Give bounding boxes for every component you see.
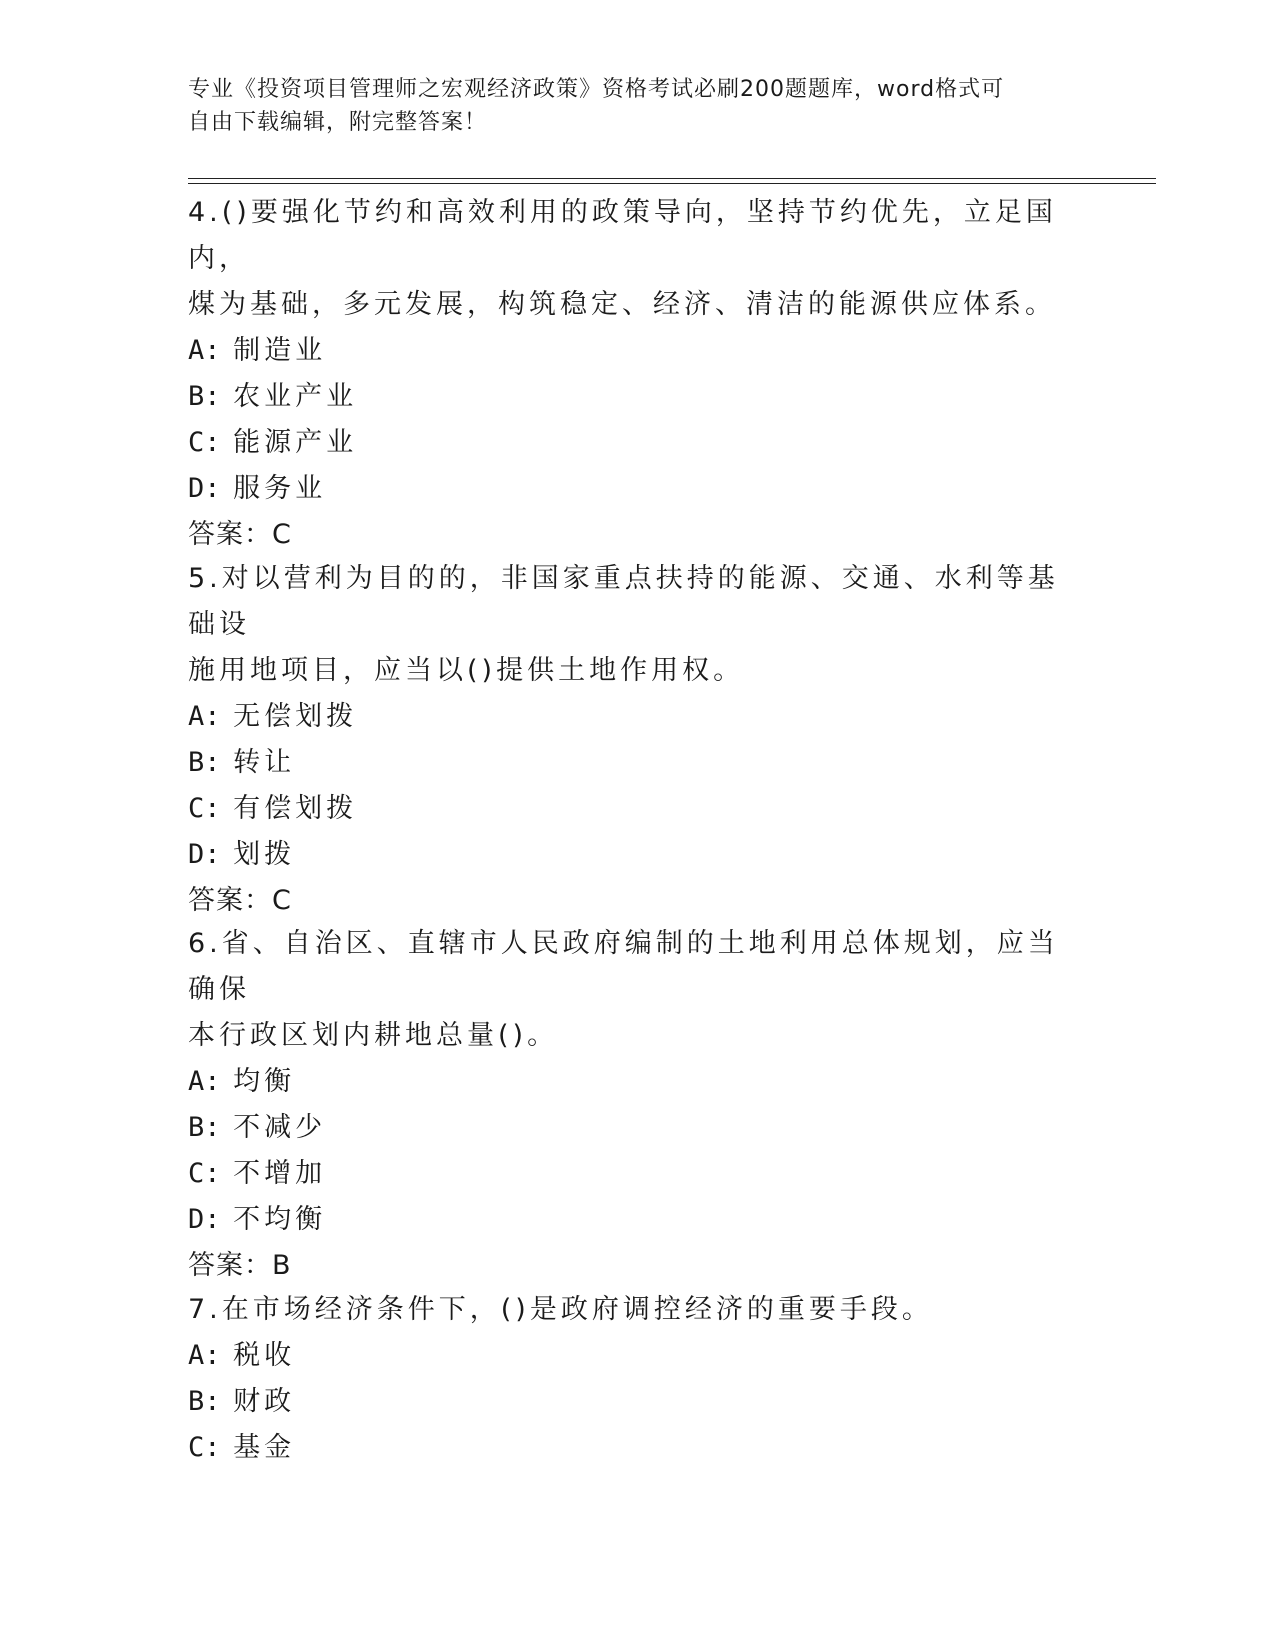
option-d: D: 划拨: [188, 839, 296, 870]
answer-line: 答案：B: [188, 1250, 292, 1281]
header-line-2: 自由下载编辑，附完整答案！: [188, 110, 488, 135]
question-stem: 6.省、自治区、直辖市人民政府编制的土地利用总体规划，应当确保: [188, 928, 1059, 1005]
option-b: B: 农业产业: [188, 381, 358, 412]
question-block: [188, 1287, 1088, 1471]
option-c: C: 基金: [188, 1432, 296, 1463]
option-b: B: 不减少: [188, 1112, 327, 1143]
question-stem: 本行政区划内耕地总量()。: [188, 1020, 559, 1051]
question-block: [188, 190, 1088, 558]
divider-line: [188, 178, 1156, 179]
option-c: C: 有偿划拨: [188, 793, 358, 824]
question-stem: 煤为基础，多元发展，构筑稳定、经济、清洁的能源供应体系。: [188, 289, 1056, 320]
option-a: A: 均衡: [188, 1066, 296, 1097]
question-stem: 7.在市场经济条件下，()是政府调控经济的重要手段。: [188, 1294, 933, 1325]
question-block: [188, 556, 1088, 924]
divider-line: [188, 183, 1156, 184]
option-a: A: 无偿划拨: [188, 701, 358, 732]
option-c: C: 不增加: [188, 1158, 327, 1189]
option-b: B: 财政: [188, 1386, 296, 1417]
option-c: C: 能源产业: [188, 427, 358, 458]
question-block: [188, 921, 1088, 1289]
question-stem: 4.()要强化节约和高效利用的政策导向，坚持节约优先，立足国内，: [188, 197, 1057, 274]
option-a: A: 税收: [188, 1340, 296, 1371]
option-d: D: 服务业: [188, 473, 327, 504]
document-header: [188, 73, 1068, 139]
question-stem: 5.对以营利为目的的，非国家重点扶持的能源、交通、水利等基础设: [188, 563, 1059, 640]
question-stem: 施用地项目，应当以()提供土地作用权。: [188, 655, 745, 686]
option-b: B: 转让: [188, 747, 296, 778]
option-d: D: 不均衡: [188, 1204, 327, 1235]
answer-line: 答案：C: [188, 519, 292, 550]
header-line-1: 专业《投资项目管理师之宏观经济政策》资格考试必刷200题题库，word格式可: [188, 77, 1005, 102]
option-a: A: 制造业: [188, 335, 327, 366]
answer-line: 答案：C: [188, 885, 292, 916]
